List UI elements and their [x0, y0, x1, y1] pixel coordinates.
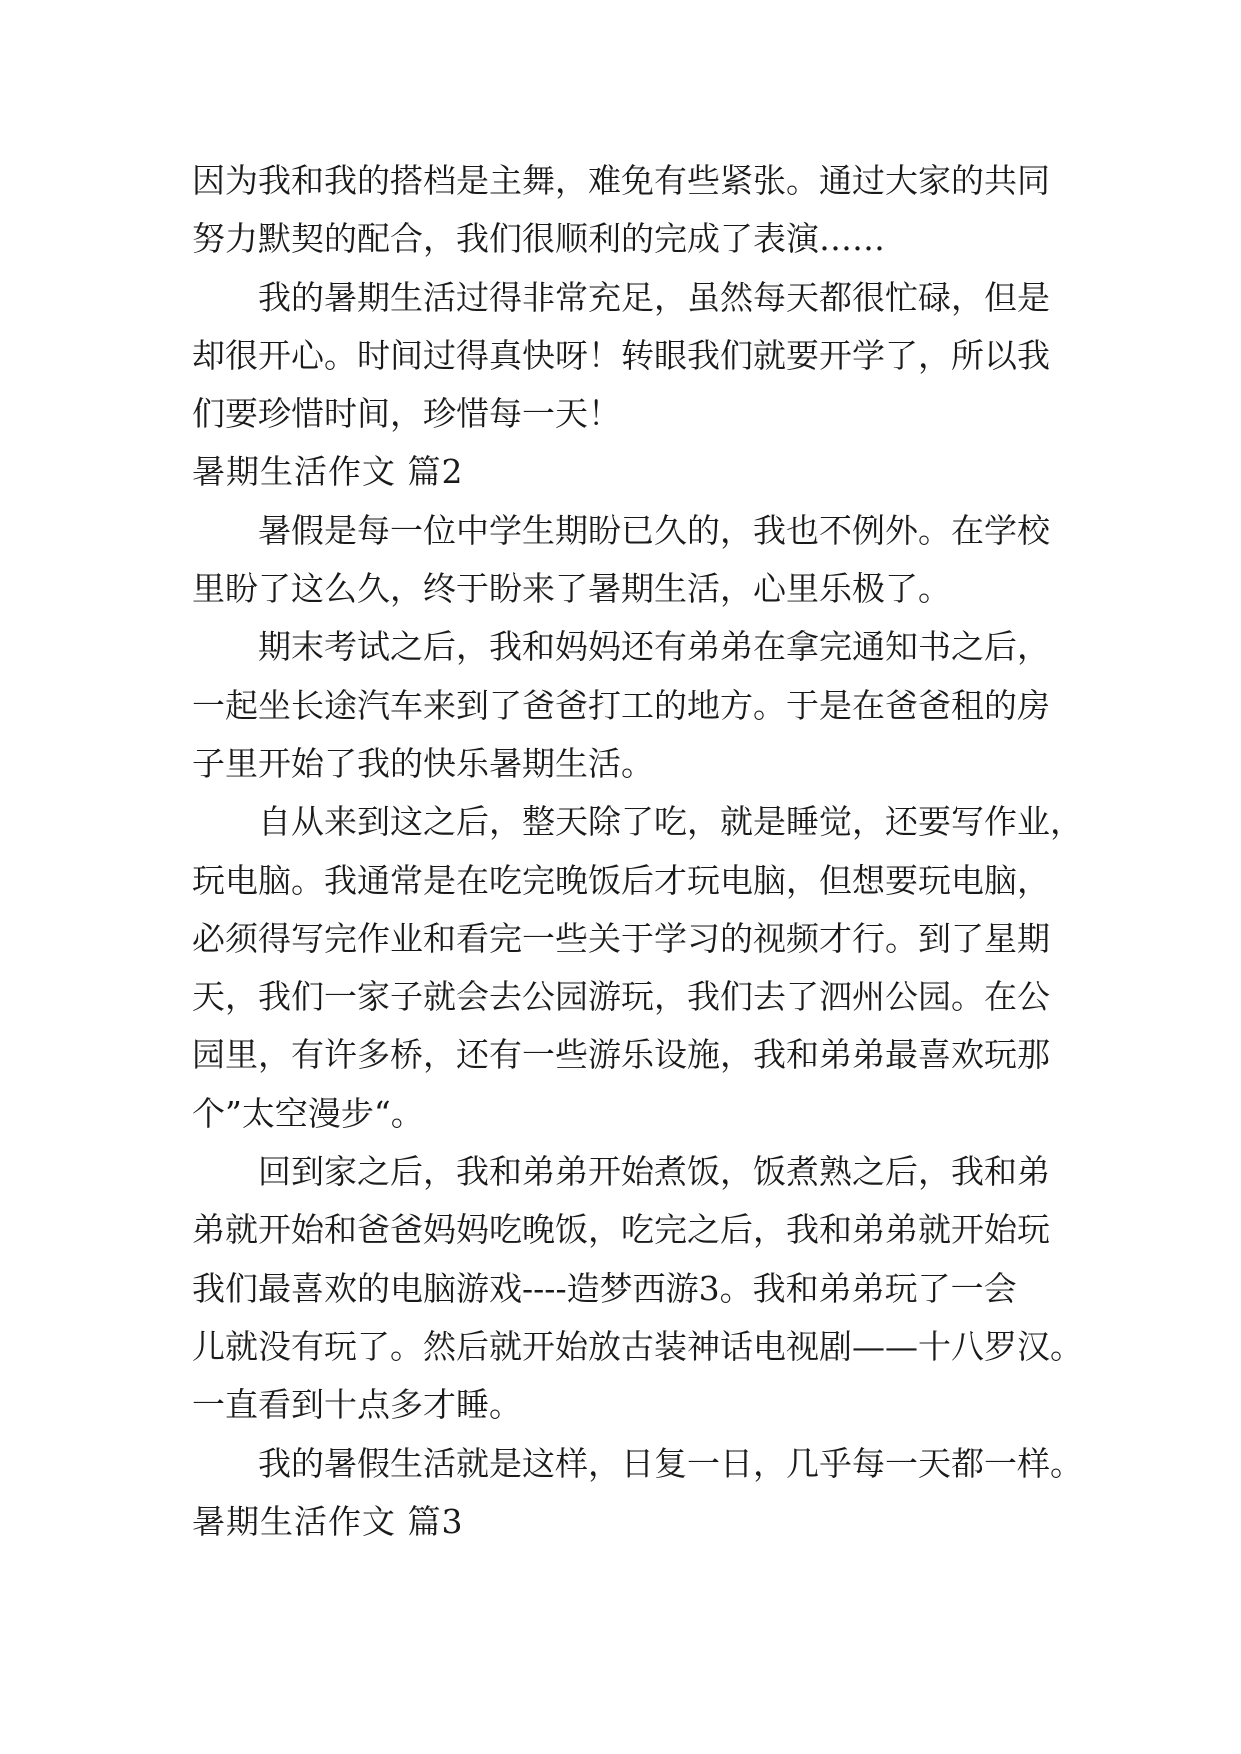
text-line: 必须得写完作业和看完一些关于学习的视频才行。到了星期: [192, 918, 1050, 958]
text-line: 期末考试之后，我和妈妈还有弟弟在拿完通知书之后，: [258, 627, 1050, 667]
text-line: 努力默契的配合，我们很顺利的完成了表演……: [192, 219, 885, 259]
text-line: 们要珍惜时间，珍惜每一天！: [192, 394, 621, 434]
paragraph: [192, 1435, 1083, 1493]
text-line: 自从来到这之后，整天除了吃，就是睡觉，还要写作业，: [258, 802, 1083, 842]
heading-text: 暑期生活作文 篇2: [192, 452, 464, 492]
text-line: 子里开始了我的快乐暑期生活。: [192, 743, 654, 783]
text-line: 儿就没有玩了。然后就开始放古装神话电视剧——十八罗汉。: [192, 1326, 1083, 1366]
text-line: 天，我们一家子就会去公园游玩，我们去了泗州公园。在公: [192, 977, 1050, 1017]
text-line: 因为我和我的搭档是主舞，难免有些紧张。通过大家的共同: [192, 161, 1050, 200]
text-line: 回到家之后，我和弟弟开始煮饭，饭煮熟之后，我和弟: [258, 1152, 1050, 1192]
document-body: [192, 152, 1083, 1551]
paragraph: [192, 1143, 1083, 1434]
paragraph: [192, 618, 1062, 793]
text-line: 园里，有许多桥，还有一些游乐设施，我和弟弟最喜欢玩那: [192, 1035, 1050, 1075]
section-heading: [192, 443, 1062, 501]
paragraph: [192, 152, 1062, 269]
paragraph: [192, 793, 1083, 1143]
paragraph: [192, 269, 1062, 444]
text-line: 暑假是每一位中学生期盼已久的，我也不例外。在学校: [258, 510, 1050, 550]
text-line: 弟就开始和爸爸妈妈吃晚饭，吃完之后，我和弟弟就开始玩: [192, 1210, 1050, 1250]
text-line: 我的暑期生活过得非常充足，虽然每天都很忙碌，但是: [258, 277, 1050, 317]
heading-text: 暑期生活作文 篇3: [192, 1501, 464, 1541]
text-line: 我们最喜欢的电脑游戏----造梦西游3。我和弟弟玩了一会: [192, 1268, 1017, 1308]
text-line: 玩电脑。我通常是在吃完晚饭后才玩电脑，但想要玩电脑，: [192, 860, 1050, 900]
text-line: 一起坐长途汽车来到了爸爸打工的地方。于是在爸爸租的房: [192, 685, 1050, 725]
text-line: 一直看到十点多才睡。: [192, 1385, 522, 1425]
text-line: 却很开心。时间过得真快呀！转眼我们就要开学了，所以我: [192, 335, 1050, 375]
paragraph: [192, 502, 1062, 619]
text-line: 我的暑假生活就是这样，日复一日，几乎每一天都一样。: [258, 1443, 1083, 1483]
text-line: 个”太空漫步“。: [192, 1093, 424, 1133]
section-heading: [192, 1493, 1062, 1551]
text-line: 里盼了这么久，终于盼来了暑期生活，心里乐极了。: [192, 569, 951, 609]
